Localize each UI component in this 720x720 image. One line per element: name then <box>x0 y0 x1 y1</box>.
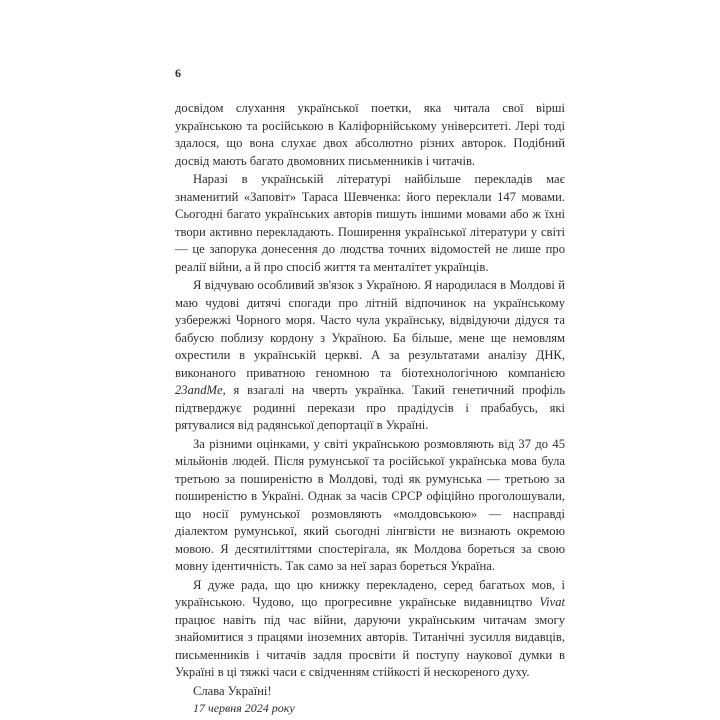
paragraph-text: працює навіть під час війни, даруючи українським читачам змогу знайомитися з працями іноземних авторів. Титанічні зусилля видавців, письменників і читачів задля просвіти й поступу наукової думки в Україні в ці тяжкі часи є свідченням стійкості й нескореного духу. <box>175 612 565 679</box>
paragraph-text: Я дуже рада, що цю книжку перекладено, серед багатьох мов, і українською. Чудово, що прогресивне українське видавництво <box>175 577 565 609</box>
company-name: 23andMe <box>175 383 223 397</box>
paragraph-4 <box>175 436 565 576</box>
paragraph-text: , я взагалі на чверть українка. Такий генетичний профіль підтверджує родинні перекази про прадідусів і прабабусь, які рятувалися від радянської депортації в Україні. <box>175 383 565 432</box>
paragraph-3 <box>175 277 565 435</box>
paragraph-text: За різними оцінками, у світі українською розмовляють від 37 до 45 мільйонів людей. Після румунської та російської українська мова була третьою за поширеністю в Молдові, тоді як румунська — третьою за поширеністю в Україні. Однак за часів СРСР офіційно проголошували, що носії румунської розмовляють «молдовською» — насправді діалектом румунської, який сьогодні лінгвісти не визнають окремою мовою. Я десятиліттями спостерігала, як Молдова бореться за свою мовну ідентичність. Так само за неї зараз бореться Україна. <box>175 436 565 573</box>
page-number: 6 <box>175 66 181 80</box>
paragraph-2 <box>175 171 565 276</box>
paragraph-text: досвідом слухання української поетки, яка читала свої вірші українською та російською в Каліфорнійському університеті. Лері тоді здалося, що вона слухає двох абсолютно різних авторок. Подібний досвід мають багато двомовних письменників і читачів. <box>175 101 565 168</box>
paragraph-1 <box>175 100 565 170</box>
paragraph-text: Слава Україні! <box>193 683 272 698</box>
publisher-name: Vivat <box>539 595 565 609</box>
paragraph-text: Я відчуваю особливий зв'язок з Україною. Я народилася в Молдові й маю чудові дитячі спогади про літній відпочинок на українському узбережжі Чорного моря. Часто чула українську, відвідуючи дідуся та бабусю поблизу кордону з Україною. Ба більше, мене ще немовлям охрестили в українській церкві. А за результатами аналізу ДНК, виконаного приватною геномною та біотехнологічною компанією <box>175 278 565 380</box>
main-text <box>175 100 565 716</box>
paragraph-text: Наразі в українській літературі найбільше перекладів має знаменитий «Заповіт» Тараса Шевченка: його переклали 147 мовами. Сьогодні багато українських авторів пишуть іншими мовами або ж їхні твори активно перекладають. Поширення української літератури у світі — це запорука донесення до людства точних відомостей не лише про реалії війни, а й про спосіб життя та менталітет українців. <box>175 172 565 274</box>
paragraph-6 <box>175 683 565 701</box>
date-line: 17 червня 2024 року <box>193 701 295 715</box>
paragraph-5 <box>175 577 565 682</box>
